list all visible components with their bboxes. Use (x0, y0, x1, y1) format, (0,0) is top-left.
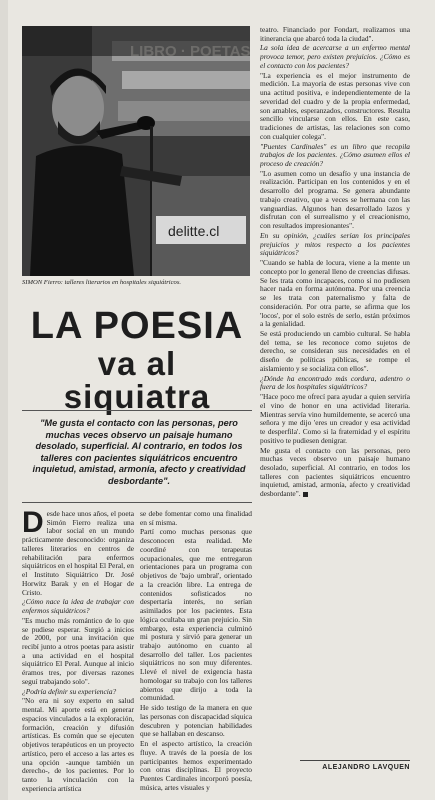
paragraph: Se está produciendo un cambio cultural. Se habla del tema, se les reconoce como sujetos de derecho, se consideran sus necesidades en el diseño de políticas públicas, se rompe el aislamiento y se socializa con ellos". (260, 328, 410, 373)
interview-question: ¿Dónde ha encontrado más cordura, adentro o fuera de los hospitales siquiátricos? (260, 373, 410, 392)
paragraph: "Cuando se habla de locura, viene a la mente un concepto por lo general lleno de creencias difusas. Se les trata como incapaces, como si no pudiesen hacer nada en forma autónoma. Por una creencia se les trata con paternalismo y falta de consideración. Por otra parte, se afirma que los 'locos', por el solo estrés de serlo, están próximos a la genialidad. (260, 258, 410, 329)
drop-cap: D (22, 510, 44, 539)
end-mark-icon (303, 492, 308, 497)
paragraph: teatro. Financiado por Fondart, realizamos una itinerancia que abarcó toda la ciudad". (260, 26, 410, 43)
photo-caption: SIMON Fierro: talleres literarios en hospitales siquiátricos. (22, 279, 182, 286)
paragraph: En el aspecto artístico, la creación fluye. A través de la poesía de los participantes hemos experimentado con otras disciplinas. El proyecto Puentes Cardinales incorporó poesía, música, artes visuales y (140, 739, 252, 792)
paragraph: "Es mucho más romántico de lo que se pudiese esperar. Surgió a inicios de 2000, por una invitación que recibí junto a otros poetas para asistir a una actividad en el hospital siquiátrico El Peral. Aunque al inicio éramos tres, por diversas razones seguí trabajando solo". (22, 615, 134, 686)
paragraph: He sido testigo de la manera en que las personas con discapacidad síquica descubren y potencian habilidades que se hallaban en descanso. (140, 703, 252, 739)
interview-question: ¿Cómo nace la idea de trabajar con enfermos siquiátricos? (22, 597, 134, 616)
article-column-3 (260, 26, 410, 756)
pull-quote: "Me gusta el contacto con las personas, pero muchas veces observo un paisaje humano desolado, superficial. Al contrario, en todos los talleres con pacientes siquiátricos encuentro inquietud, amistad, armonía, afecto y creatividad desbordante". (32, 418, 246, 486)
paragraph: "La experiencia es el mejor instrumento de medición. La mayoría de estas personas vive con una actitud positiva, e independientemente de la severidad del cuadro y de la propia enfermedad, son amables, esperanzados, constructores. Resulta sencillo vincularse con ellos. En este caso, tradiciones de artistas, las relaciones son como con cualquier colega". (260, 70, 410, 141)
article-column-2 (140, 510, 252, 795)
paragraph: "Hace poco me ofrecí para ayudar a quien serviría el vino de honor en una actividad literaria. Mientras servía vino humildemente, se acercó una señora y me dijo 'eres un creador y esa actividad te desperfila'. Como si la fraternidad y el espíritu positivo te pudiesen denigrar. (260, 392, 410, 445)
article-photo (22, 26, 250, 276)
sign-text: delitte.cl (168, 223, 220, 239)
paragraph (22, 510, 134, 597)
interview-question: ¿Podría definir su experiencia? (22, 686, 117, 696)
headline-line-2: va al siquiatra (63, 345, 211, 415)
paragraph-text: Me gusta el contacto con las personas, pero muchas veces observo un paisaje humano desolado, superficial. Al contrario, en todos los talleres con pacientes siquiátricos encuentro inquietud, amistad, armonía, afecto y creatividad desbordante". (260, 445, 410, 499)
paragraph: "Lo asumen como un desafío y una instancia de realización. Participan en los contenidos y en el desarrollo del programa. Se genera abundante trabajo creativo, que a veces se hermana con las vanguardias. Algunos han desarrollado lazos y disfrutan con el surrealismo y el creacionismo, con resultados impresionantes". (260, 168, 410, 231)
divider-top (22, 410, 252, 411)
paragraph: "No era ni soy experto en salud mental. Mi aporte está en generar espacios vinculados a la exploración, formación, creación y difusión artísticas. Es común que se ejecuten objetivos terapéuticos en un proyecto artístico, pero el acceso a las artes es una opción -aunque también un derecho-, de los pacientes. Por lo tanto la vinculación con la experiencia artística (22, 696, 134, 793)
paragraph: Partí como muchas personas que desconocen esta realidad. Me coordiné con terapeutas ocupacionales, que me entregaron orientaciones para un programa con objetivos de 'bajo umbral', orientado a la creación libre. La entrega de contenidos sofisticados no despertaría interés, no serían asimilados por los pacientes. Esta lógica ocultaba un gran prejuicio. Sin embargo, esta experiencia culminó mi postura y sirvió para generar un trabajo autónomo en cuanto al desarrollo del taller. Los pacientes siquiátricos no son muy diferentes. Llevé el nivel de exigencia hasta homologar su trabajo con los talleres abiertos que dirijo a toda la comunidad. (140, 527, 252, 703)
paragraph (260, 447, 410, 499)
interview-question: En su opinión, ¿cuáles serían los principales prejuicios y mitos respecto a los pacientes siquiátricos? (260, 230, 410, 258)
interview-question: "Puentes Cardinales" es un libro que recopila trabajos de los pacientes. ¿Cómo asumen ellos el proceso de creación? (260, 141, 410, 169)
interview-question: La sola idea de acercarse a un enfermo mental provoca temor, pero existen prejuicios. ¿Cómo es el contacto con los pacientes? (260, 43, 410, 70)
article-column-1 (22, 510, 134, 795)
headline-line-1: LA POESIA (30, 305, 244, 347)
poet-portrait-image (22, 26, 250, 276)
headline (22, 307, 252, 413)
paragraph: se debe fomentar como una finalidad en sí misma. (140, 510, 252, 527)
paragraph-text: esde hace unos años, el poeta Simón Fierro realiza una labor social en un mundo prácticamente desconocido: organiza talleres literarios en centros de rehabilitación para enfermos siquiátricos en el hospital El Peral, en el Instituto Siquiátrico Dr. José Horwitz Barak y en el Hogar de Cristo. (22, 510, 134, 597)
divider-bottom (22, 502, 252, 503)
author-byline: ALEJANDRO LAVQUEN (300, 760, 410, 771)
